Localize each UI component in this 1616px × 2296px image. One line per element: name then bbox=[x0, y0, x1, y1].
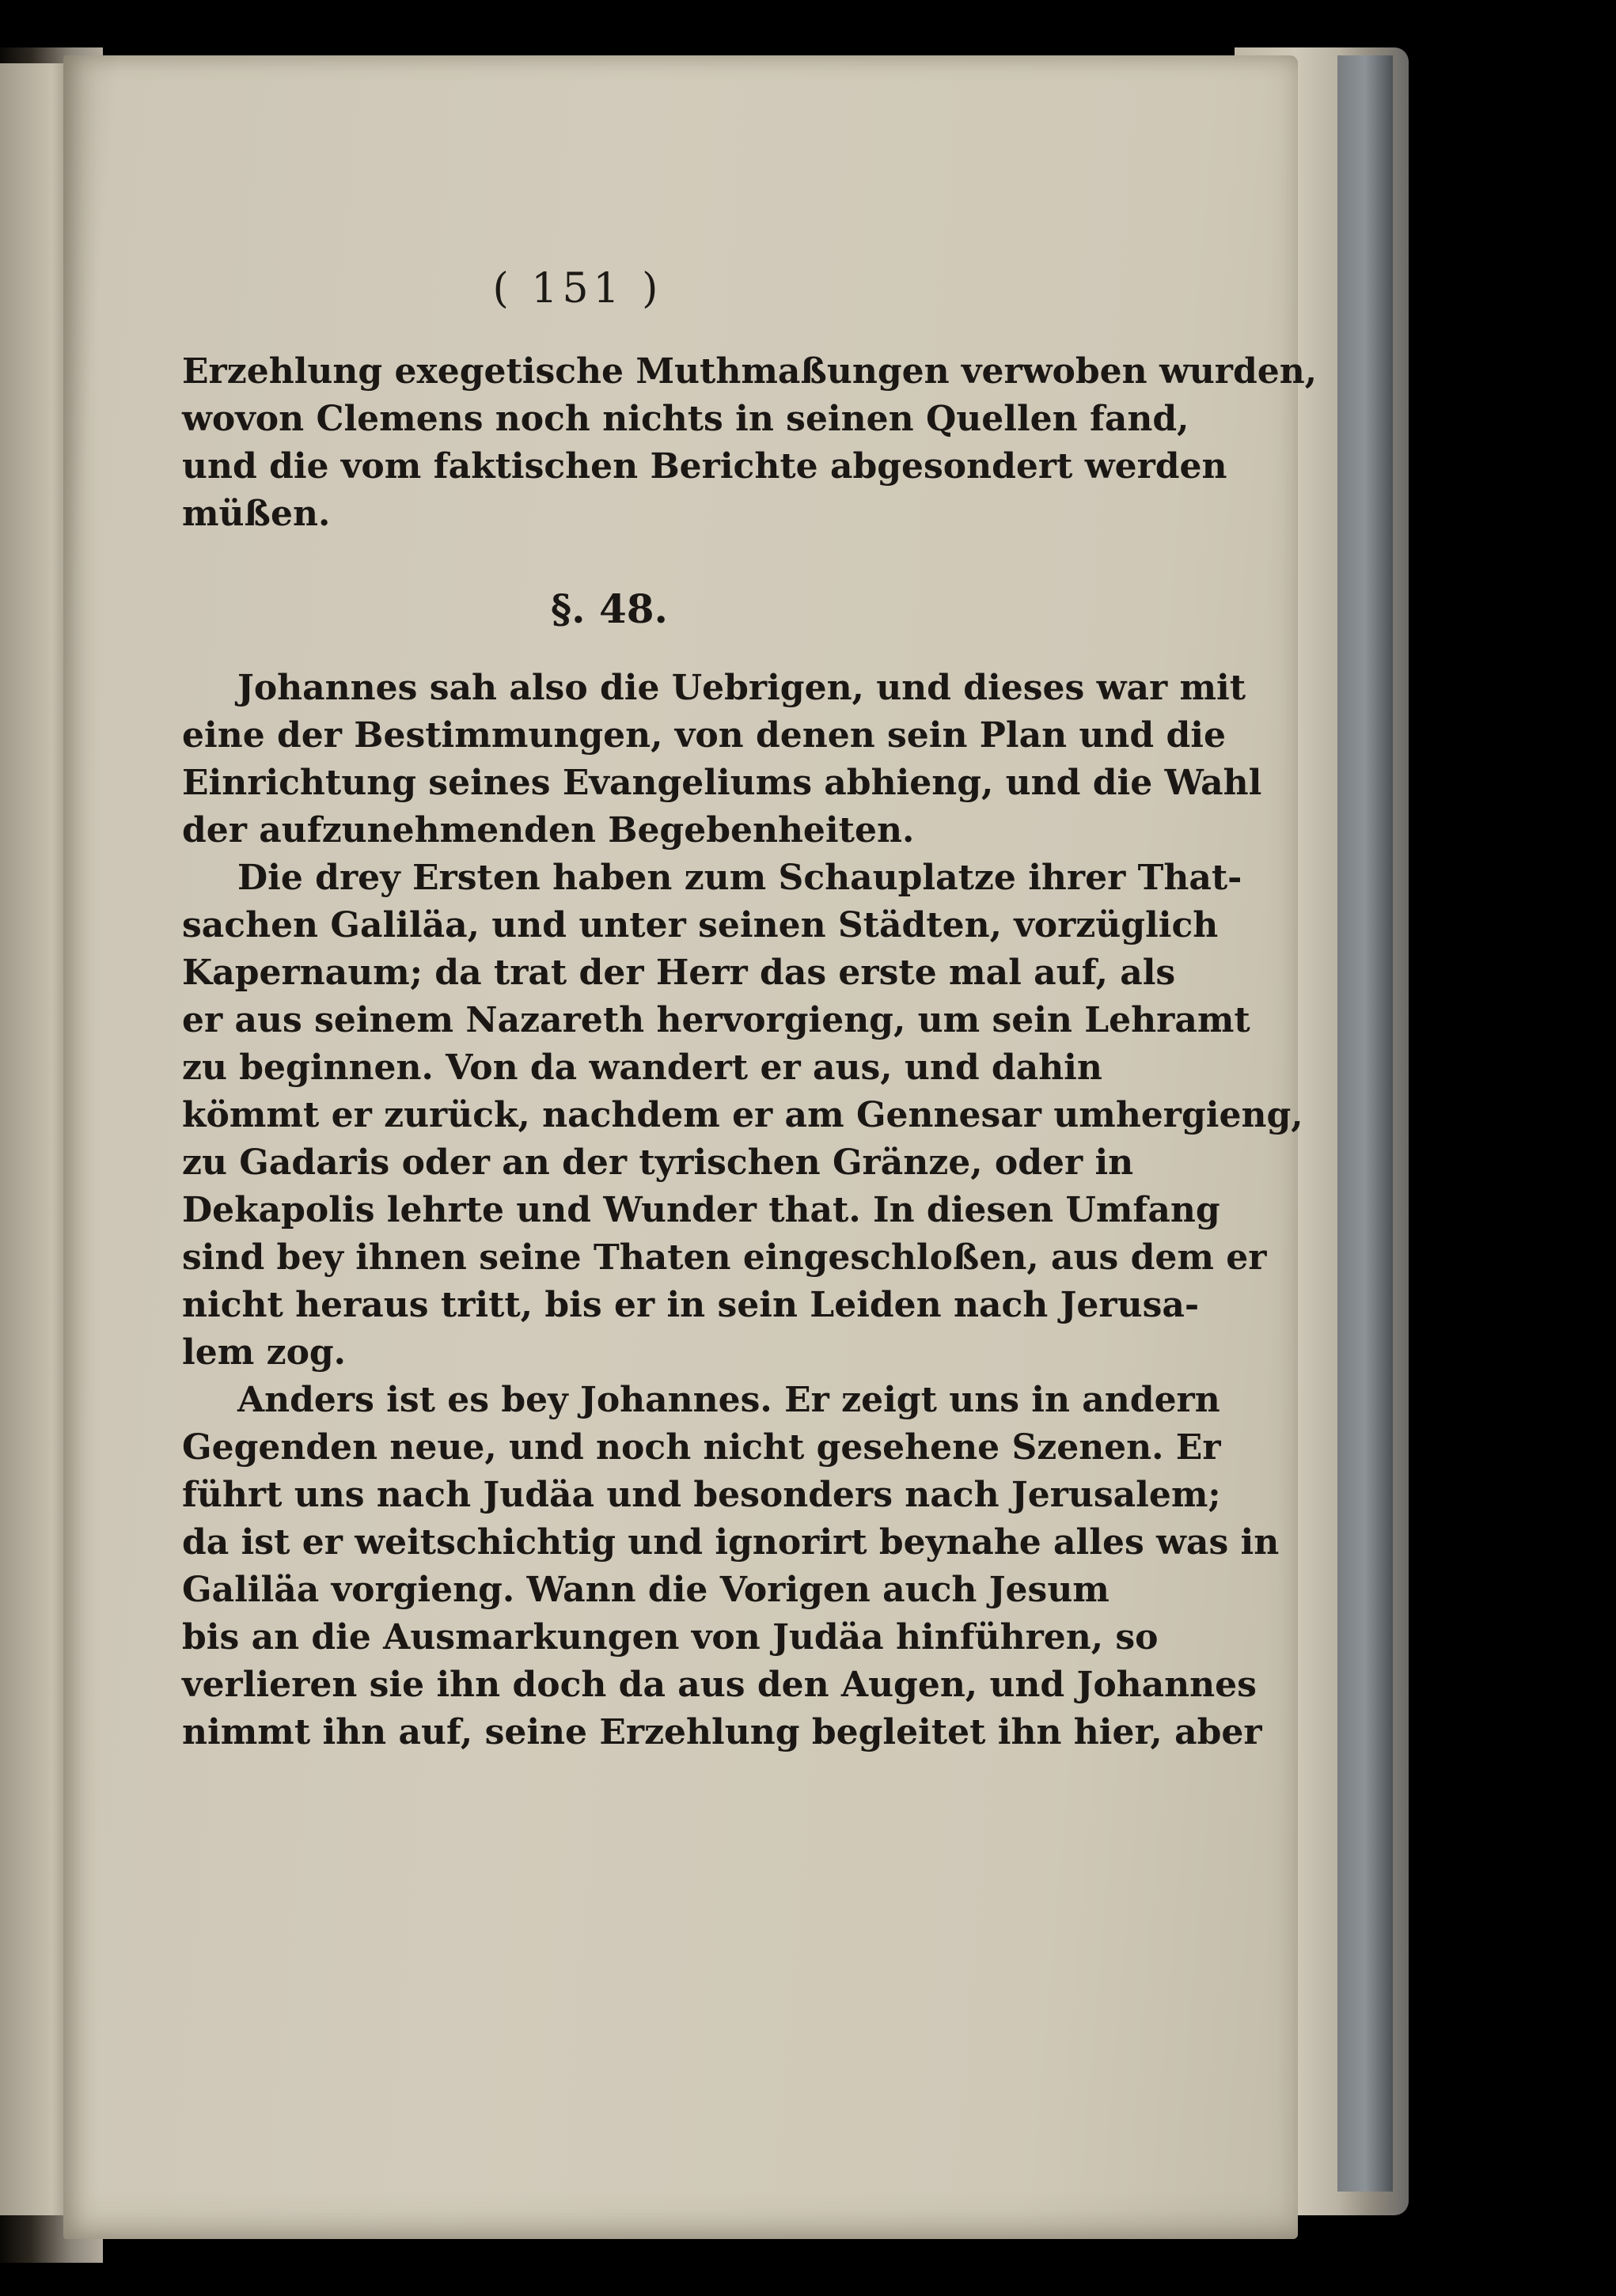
text-line: sachen Galiläa, und unter seinen Städten, vorzüglich bbox=[182, 905, 1219, 945]
text-line: müßen. bbox=[182, 494, 331, 534]
text-line: und die vom faktischen Berichte abgesondert werden bbox=[182, 446, 1227, 487]
text-line: verlieren sie ihn doch da aus den Augen, und Johannes bbox=[182, 1665, 1257, 1705]
text-line: führt uns nach Judäa und besonders nach Jerusalem; bbox=[182, 1475, 1221, 1515]
text-line: eine der Bestimmungen, von denen sein Plan und die bbox=[182, 715, 1226, 756]
text-line: zu beginnen. Von da wandert er aus, und dahin bbox=[182, 1048, 1102, 1088]
book-page bbox=[63, 55, 1318, 2239]
page-body bbox=[182, 348, 1318, 1756]
text-line: lem zog. bbox=[182, 1332, 347, 1373]
text-line: der aufzunehmenden Begebenheiten. bbox=[182, 810, 915, 851]
text-line: Einrichtung seines Evangeliums abhieng, und die Wahl bbox=[182, 763, 1262, 803]
text-line: bis an die Ausmarkungen von Judäa hinführen, so bbox=[182, 1617, 1159, 1658]
text-line: Kapernaum; da trat der Herr das erste mal auf, als bbox=[182, 953, 1176, 993]
text-line: da ist er weitschichtig und ignorirt beynahe alles was in bbox=[182, 1522, 1280, 1563]
text-line: Gegenden neue, und noch nicht gesehene Szenen. Er bbox=[182, 1427, 1221, 1468]
text-line: er aus seinem Nazareth hervorgieng, um sein Lehramt bbox=[182, 1000, 1250, 1040]
text-line: nimmt ihn auf, seine Erzehlung begleitet ihn hier, aber bbox=[182, 1712, 1262, 1752]
text-line: Galiläa vorgieng. Wann die Vorigen auch Jesum bbox=[182, 1570, 1110, 1610]
text-line: Anders ist es bey Johannes. Er zeigt uns in andern bbox=[237, 1380, 1220, 1420]
text-line: Erzehlung exegetische Muthmaßungen verwoben wurden, bbox=[182, 351, 1318, 392]
text-line: Dekapolis lehrte und Wunder that. In diesen Umfang bbox=[182, 1190, 1220, 1230]
text-line: wovon Clemens noch nichts in seinen Quellen fand, bbox=[182, 399, 1189, 439]
text-line: nicht heraus tritt, bis er in sein Leiden nach Jerusa- bbox=[182, 1285, 1200, 1325]
text-line: Die drey Ersten haben zum Schauplatze ihrer That- bbox=[237, 858, 1242, 898]
text-line: sind bey ihnen seine Thaten eingeschloßen, aus dem er bbox=[182, 1237, 1267, 1278]
book-cover-edge bbox=[1337, 55, 1393, 2192]
page-number-header: ( 151 ) bbox=[492, 265, 663, 313]
section-heading: §. 48. bbox=[551, 585, 668, 632]
text-line: kömmt er zurück, nachdem er am Gennesar umhergieng, bbox=[182, 1095, 1303, 1135]
text-line: Johannes sah also die Uebrigen, und dieses war mit bbox=[237, 668, 1246, 708]
text-line: zu Gadaris oder an der tyrischen Gränze, oder in bbox=[182, 1142, 1134, 1183]
